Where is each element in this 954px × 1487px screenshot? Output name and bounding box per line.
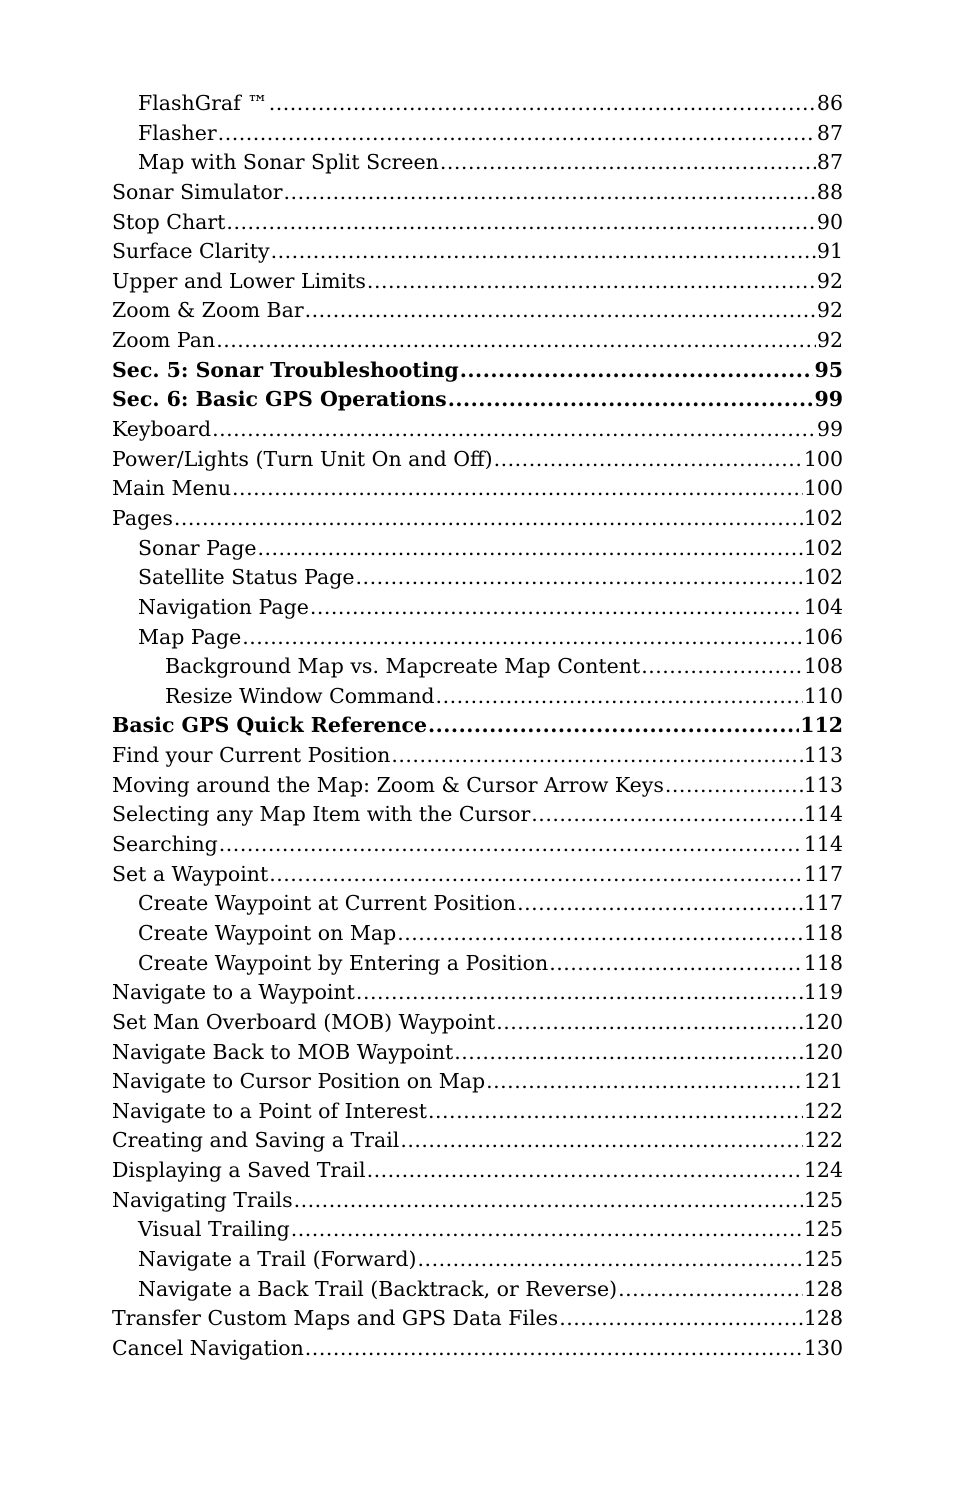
dot-leader [448, 385, 814, 415]
toc-entry-title: Cancel Navigation [112, 1335, 304, 1360]
toc-entry-title: Sec. 6: Basic GPS Operations [112, 387, 447, 412]
dot-leader [226, 208, 815, 238]
toc-entry [112, 89, 843, 119]
toc-entry-page-number: 113 [803, 743, 843, 768]
toc-entry-page-number: 87 [816, 120, 843, 145]
toc-entry-page-number: 92 [816, 268, 843, 293]
toc-entry-page-number: 91 [816, 239, 843, 264]
toc-entry-page-number: 120 [803, 1009, 843, 1034]
toc-entry-page-number: 125 [803, 1246, 843, 1271]
toc-entry-title: Create Waypoint by Entering a Position [138, 950, 549, 975]
toc-entry-page-number: 119 [803, 980, 843, 1005]
toc-entry [112, 860, 843, 890]
dot-leader [391, 741, 802, 771]
toc-entry [112, 267, 843, 297]
toc-entry-title: Navigate to a Point of Interest [112, 1098, 427, 1123]
dot-leader [257, 534, 802, 564]
toc-entry-title: Create Waypoint at Current Position [138, 891, 517, 916]
toc-entry-title: Set a Waypoint [112, 861, 269, 886]
dot-leader [400, 1126, 803, 1156]
toc-entry-title: Transfer Custom Maps and GPS Data Files [112, 1306, 559, 1331]
toc-entry-page-number: 114 [803, 802, 843, 827]
toc-entry-title: Set Man Overboard (MOB) Waypoint [112, 1009, 496, 1034]
toc-entry-title: Zoom & Zoom Bar [112, 298, 304, 323]
dot-leader [218, 119, 816, 149]
toc-entry-page-number: 122 [803, 1128, 843, 1153]
dot-leader [367, 1156, 803, 1186]
toc-entry [112, 1097, 843, 1127]
toc-entry-title: Creating and Saving a Trail [112, 1128, 400, 1153]
dot-leader [665, 771, 803, 801]
toc-entry-page-number: 90 [816, 209, 843, 234]
toc-entry-page-number: 95 [814, 357, 843, 382]
dot-leader [418, 1245, 803, 1275]
toc-entry-page-number: 110 [803, 683, 843, 708]
toc-entry [112, 623, 843, 653]
dot-leader [397, 919, 803, 949]
dot-leader [440, 148, 816, 178]
toc-entry [112, 1245, 843, 1275]
dot-leader [494, 445, 803, 475]
toc-entry [112, 1008, 843, 1038]
dot-leader [618, 1275, 803, 1305]
toc-entry-page-number: 88 [816, 179, 843, 204]
toc-entry-title: Visual Trailing [138, 1217, 290, 1242]
toc-entry-title: FlashGraf ™ [138, 91, 268, 115]
toc-entry-title: Navigate a Trail (Forward) [138, 1246, 417, 1271]
toc-entry [112, 237, 843, 267]
toc-entry [112, 534, 843, 564]
toc-entry-title: Keyboard [112, 417, 212, 442]
toc-entry [112, 1067, 843, 1097]
toc-entry-page-number: 117 [803, 891, 843, 916]
toc-entry [112, 593, 843, 623]
toc-entry-page-number: 100 [803, 446, 843, 471]
toc-entry-page-number: 120 [803, 1039, 843, 1064]
toc-entry [112, 445, 843, 475]
toc-entry-title: Background Map vs. Mapcreate Map Content [165, 654, 641, 679]
toc-entry-page-number: 100 [803, 476, 843, 501]
dot-leader [531, 800, 803, 830]
toc-entry-page-number: 128 [803, 1306, 843, 1331]
toc-entry [112, 1156, 843, 1186]
dot-leader [356, 563, 803, 593]
toc-entry [112, 830, 843, 860]
toc-entry [112, 504, 843, 534]
toc-entry [112, 385, 843, 415]
toc-entry-page-number: 125 [803, 1217, 843, 1242]
toc-entry [112, 296, 843, 326]
dot-leader [641, 652, 803, 682]
dot-leader [305, 296, 816, 326]
toc-entry-page-number: 104 [803, 594, 843, 619]
toc-entry-page-number: 87 [816, 150, 843, 175]
dot-leader [284, 178, 816, 208]
toc-entry-page-number: 128 [803, 1276, 843, 1301]
toc-entry-title: Navigate a Back Trail (Backtrack, or Reverse) [138, 1276, 618, 1301]
toc-entry [112, 1275, 843, 1305]
dot-leader [294, 1186, 803, 1216]
toc-entry-title: Searching [112, 832, 218, 857]
toc-entry [112, 949, 843, 979]
toc-entry [112, 415, 843, 445]
toc-entry [112, 119, 843, 149]
toc-entry-page-number: 114 [803, 832, 843, 857]
toc-entry-page-number: 125 [803, 1187, 843, 1212]
toc-entry-page-number: 130 [803, 1335, 843, 1360]
toc-entry-title: Find your Current Position [112, 743, 391, 768]
dot-leader [460, 356, 814, 386]
toc-entry-page-number: 102 [803, 535, 843, 560]
dot-leader [305, 1334, 803, 1364]
toc-entry-title: Sonar Simulator [112, 179, 283, 204]
toc-entry-page-number: 106 [803, 624, 843, 649]
toc-entry-page-number: 122 [803, 1098, 843, 1123]
dot-leader [291, 1215, 803, 1245]
dot-leader [174, 504, 803, 534]
toc-entry-page-number: 121 [803, 1069, 843, 1094]
toc-entry-title: Map Page [138, 624, 242, 649]
dot-leader [486, 1067, 803, 1097]
toc-entry-page-number: 118 [803, 920, 843, 945]
dot-leader [549, 949, 803, 979]
toc-entry-page-number: 102 [803, 565, 843, 590]
toc-entry [112, 474, 843, 504]
toc-entry-page-number: 117 [803, 861, 843, 886]
toc-entry-title: Displaying a Saved Trail [112, 1158, 366, 1183]
toc-entry-title: Flasher [138, 120, 217, 145]
toc-entry-page-number: 102 [803, 505, 843, 530]
table-of-contents [112, 89, 843, 1364]
toc-entry [112, 711, 843, 741]
dot-leader [271, 237, 816, 267]
dot-leader [454, 1038, 803, 1068]
dot-leader [367, 267, 816, 297]
toc-entry [112, 978, 843, 1008]
toc-entry [112, 1126, 843, 1156]
dot-leader [212, 415, 816, 445]
toc-entry [112, 889, 843, 919]
toc-entry-page-number: 92 [816, 298, 843, 323]
toc-entry-title: Navigate to Cursor Position on Map [112, 1069, 486, 1094]
toc-entry [112, 563, 843, 593]
toc-entry [112, 1304, 843, 1334]
dot-leader [232, 474, 803, 504]
toc-entry-title: Selecting any Map Item with the Cursor [112, 802, 531, 827]
toc-entry-title: Navigating Trails [112, 1187, 293, 1212]
toc-entry-page-number: 108 [803, 654, 843, 679]
toc-entry-title: Moving around the Map: Zoom & Cursor Arrow Keys [112, 772, 664, 797]
toc-entry-title: Navigate to a Waypoint [112, 980, 355, 1005]
toc-entry-page-number: 118 [803, 950, 843, 975]
toc-entry [112, 652, 843, 682]
toc-entry [112, 326, 843, 356]
toc-entry-page-number: 113 [803, 772, 843, 797]
toc-entry-title: Basic GPS Quick Reference [112, 713, 428, 738]
toc-entry-page-number: 99 [814, 387, 843, 412]
toc-entry-title: Resize Window Command [165, 683, 435, 708]
toc-entry [112, 356, 843, 386]
toc-entry-title: Upper and Lower Limits [112, 268, 366, 293]
toc-entry-page-number: 92 [816, 328, 843, 353]
dot-leader [559, 1304, 803, 1334]
toc-entry-title: Surface Clarity [112, 239, 270, 264]
dot-leader [356, 978, 803, 1008]
dot-leader [428, 1097, 803, 1127]
dot-leader [428, 711, 799, 741]
toc-entry-title: Zoom Pan [112, 328, 216, 353]
toc-entry [112, 919, 843, 949]
toc-entry-title: Sonar Page [138, 535, 257, 560]
dot-leader [242, 623, 803, 653]
toc-entry [112, 1038, 843, 1068]
toc-entry-page-number: 112 [800, 713, 843, 738]
toc-entry [112, 1186, 843, 1216]
toc-entry-page-number: 124 [803, 1158, 843, 1183]
dot-leader [496, 1008, 803, 1038]
toc-entry-page-number: 99 [816, 417, 843, 442]
dot-leader [216, 326, 816, 356]
toc-entry-page-number: 86 [816, 91, 843, 115]
toc-entry-title: Create Waypoint on Map [138, 920, 397, 945]
toc-entry-title: Main Menu [112, 476, 232, 501]
toc-entry-title: Map with Sonar Split Screen [138, 150, 439, 175]
dot-leader [517, 889, 803, 919]
toc-entry-title: Navigation Page [138, 594, 309, 619]
dot-leader [436, 682, 803, 712]
toc-entry [112, 771, 843, 801]
toc-entry [112, 148, 843, 178]
toc-entry [112, 1334, 843, 1364]
toc-entry-title: Power/Lights (Turn Unit On and Off) [112, 446, 493, 471]
dot-leader [219, 830, 803, 860]
toc-entry-title: Pages [112, 505, 173, 530]
dot-leader [269, 860, 803, 890]
toc-entry-title: Navigate Back to MOB Waypoint [112, 1039, 454, 1064]
toc-entry [112, 682, 843, 712]
toc-entry-title: Sec. 5: Sonar Troubleshooting [112, 357, 459, 382]
toc-entry-title: Satellite Status Page [138, 565, 355, 590]
dot-leader [310, 593, 803, 623]
toc-entry [112, 800, 843, 830]
toc-entry-title: Stop Chart [112, 209, 226, 234]
toc-entry [112, 208, 843, 238]
toc-entry [112, 741, 843, 771]
toc-entry [112, 178, 843, 208]
dot-leader [269, 89, 816, 119]
toc-entry [112, 1215, 843, 1245]
